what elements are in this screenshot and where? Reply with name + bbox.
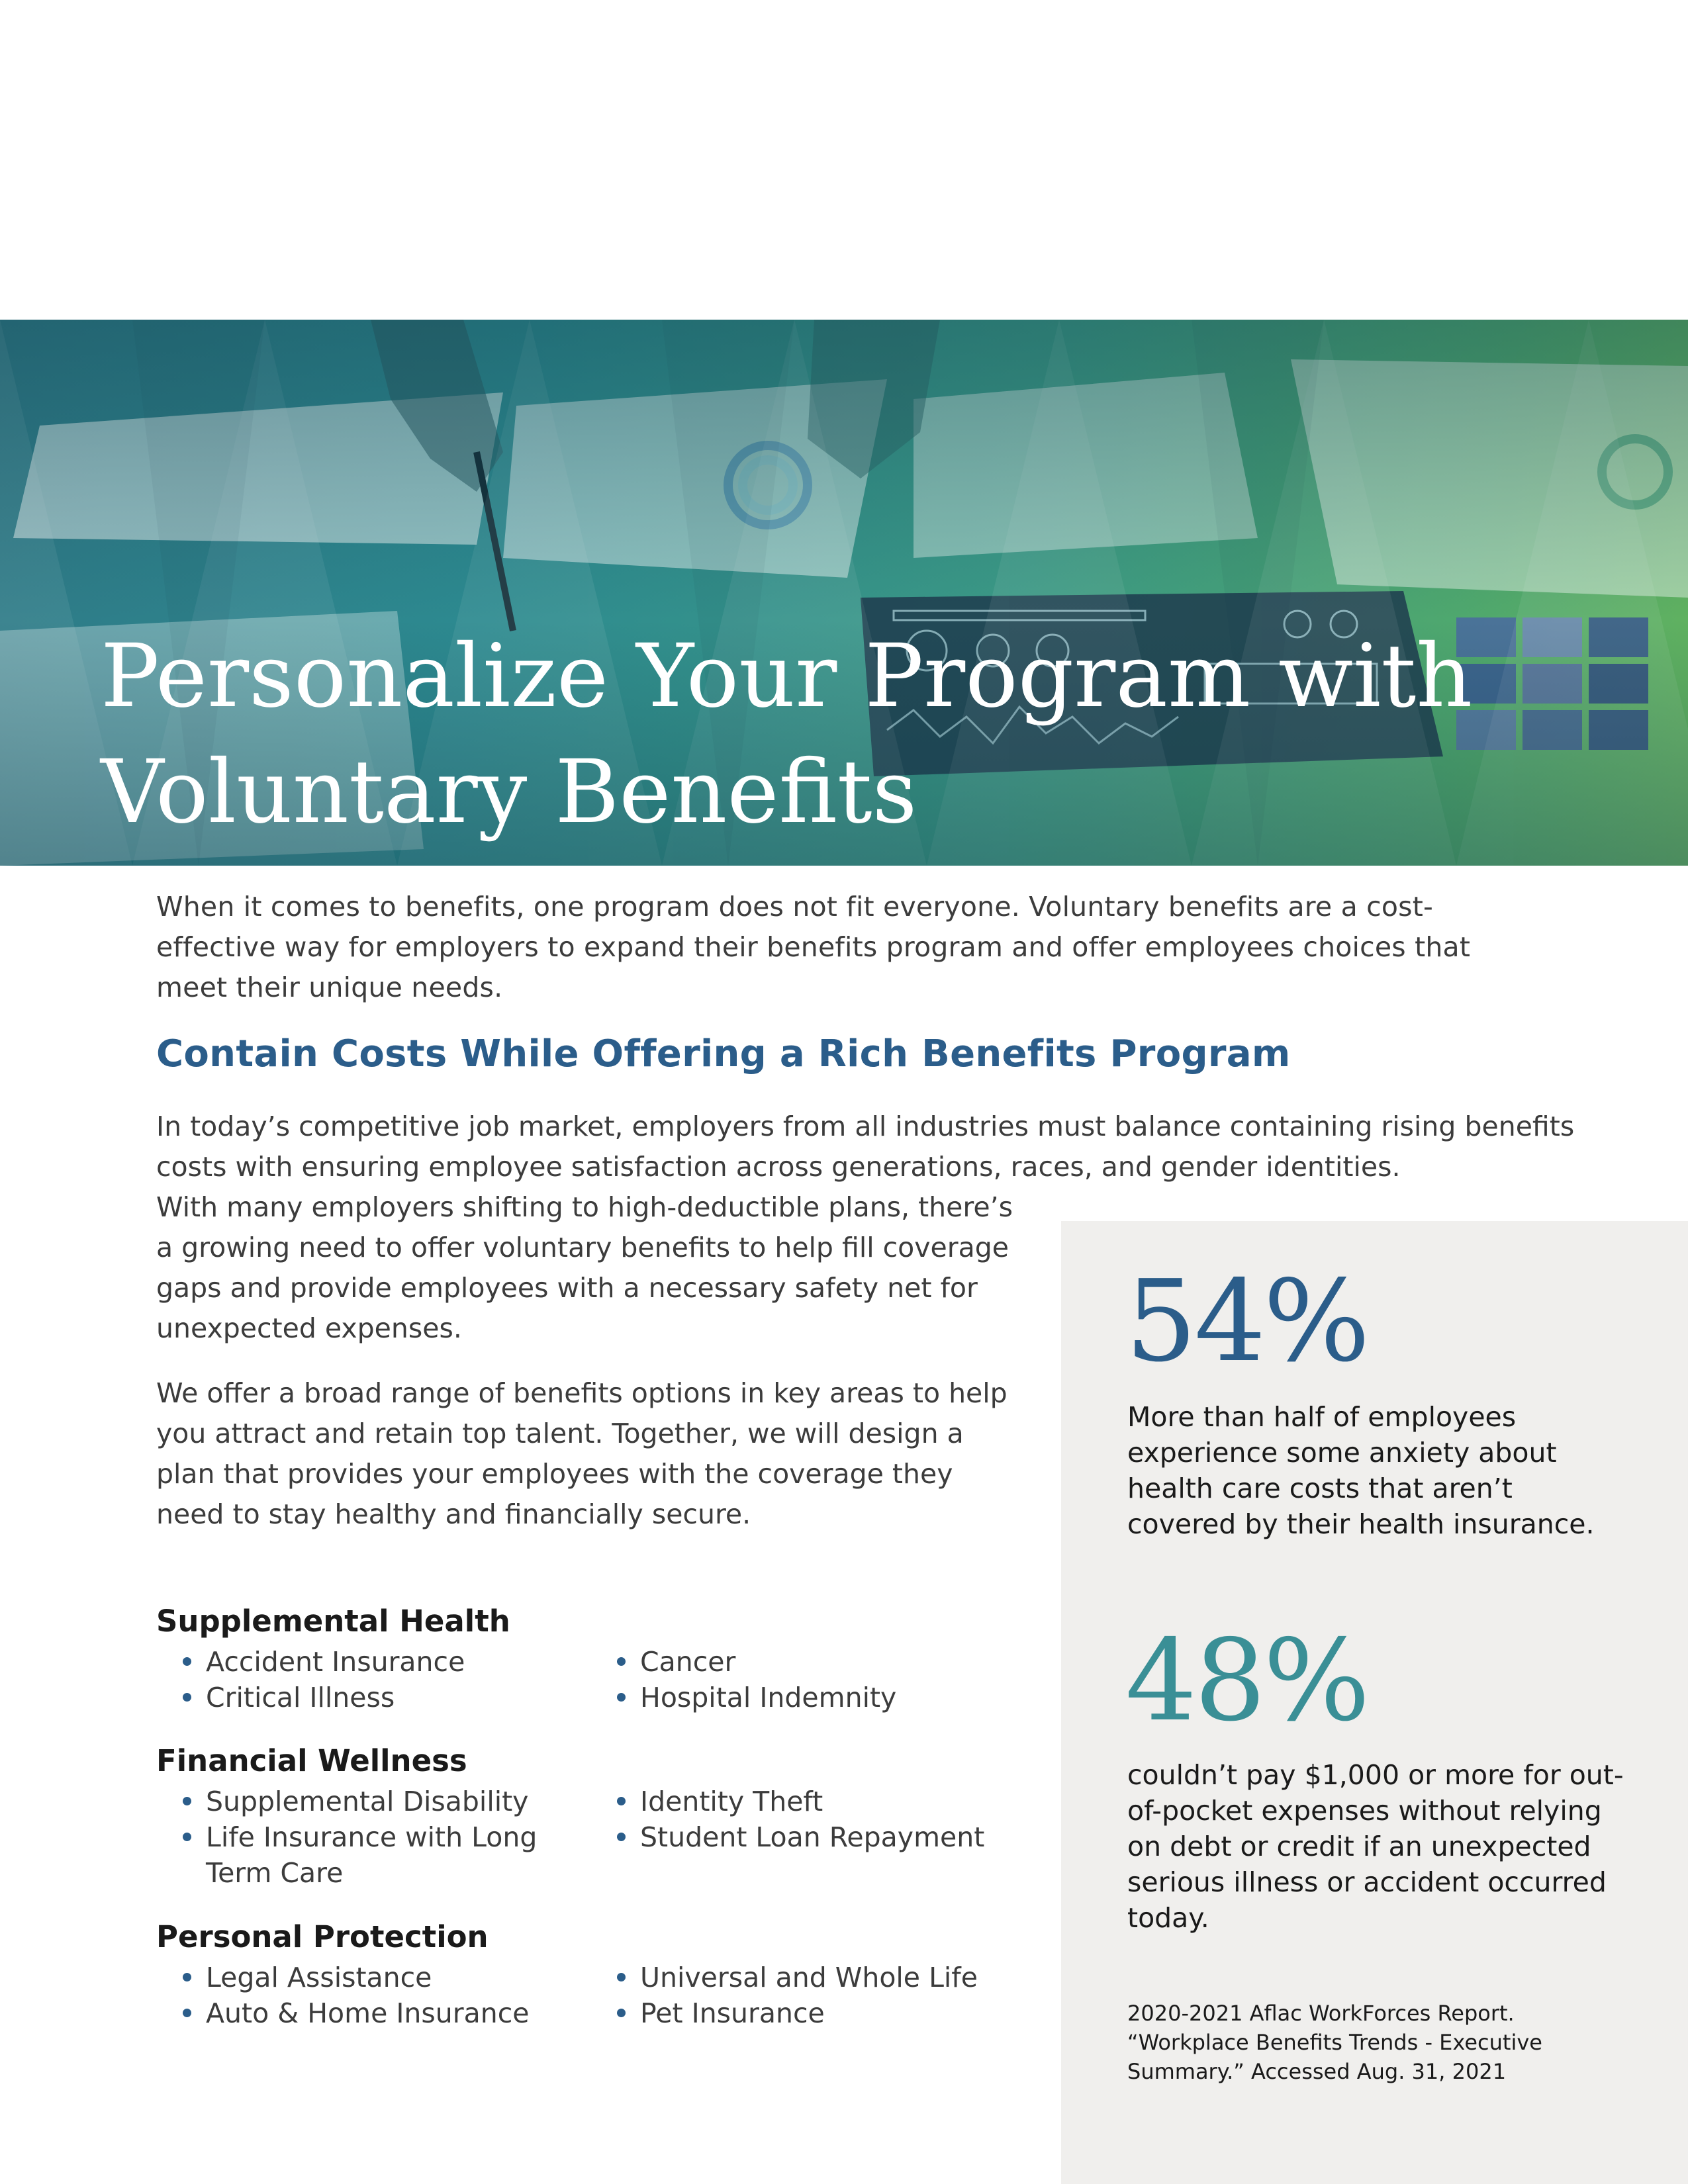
benefit-group-title: Financial Wellness [156,1743,467,1778]
bullet-icon [617,2009,626,2017]
benefit-group-personal-protection [156,1919,1017,2029]
list-item: Universal and Whole Life [617,1960,1027,1995]
bullet-icon [617,1973,626,1981]
list-item: Life Insurance with Long Term Care [183,1819,580,1891]
benefit-list-right [617,1644,1027,1715]
bullet-icon [183,1973,191,1981]
bullet-icon [617,1693,626,1702]
body-paragraph-1-rest: With many employers shifting to high-deductible plans, there’s a growing need to offer voluntary benefits to help fill coverage gaps and provide employees with a necessary safety net for unexpected expenses. [156,1191,1013,1344]
stat-54-percent: 54% [1125,1256,1368,1387]
benefit-list-left [183,1644,580,1715]
benefit-list-left [183,1960,580,2031]
section-heading: Contain Costs While Offering a Rich Benefits Program [156,1032,1291,1075]
bullet-icon [617,1657,626,1666]
source-citation: 2020-2021 Aflac WorkForces Report. “Workplace Benefits Trends - Executive Summary.” Accessed Aug. 31, 2021 [1127,2001,1542,2084]
benefit-list-right [617,1784,1027,1855]
benefit-group-title: Supplemental Health [156,1604,510,1639]
bullet-icon [183,1693,191,1702]
bullet-icon [183,1657,191,1666]
benefit-group-title: Personal Protection [156,1919,489,1954]
stat-2-description: couldn’t pay $1,000 or more for out-of-pocket expenses without relying on debt or credit if an unexpected serious illness or accident occurred today. [1127,1759,1624,1934]
list-item: Hospital Indemnity [617,1680,1027,1715]
list-item: Auto & Home Insurance [183,1995,580,2031]
stat-48-percent: 48% [1125,1615,1368,1747]
page-title [101,619,1491,850]
body-paragraph-1-lead: In today’s competitive job market, employers from all industries must balance containing rising benefits costs with ensuring employee satisfaction across generations, races, and gender identities. [156,1111,1575,1183]
bullet-icon [617,1797,626,1805]
benefit-group-financial-wellness [156,1743,1017,1889]
bullet-icon [183,1797,191,1805]
list-item: Critical Illness [183,1680,580,1715]
list-item: Student Loan Repayment [617,1819,1027,1855]
benefit-list-left [183,1784,580,1891]
list-item: Legal Assistance [183,1960,580,1995]
bullet-icon [183,2009,191,2017]
benefit-list-right [617,1960,1027,2031]
list-item: Supplemental Disability [183,1784,580,1819]
list-item: Cancer [617,1644,1027,1680]
bullet-icon [183,1833,191,1841]
page-title-line-1: Personalize Your Program with [101,625,1473,727]
page-title-line-2: Voluntary Benefits [101,741,917,843]
benefit-group-supplemental-health [156,1603,1017,1713]
bullet-icon [617,1833,626,1841]
list-item: Pet Insurance [617,1995,1027,2031]
intro-paragraph: When it comes to benefits, one program does not fit everyone. Voluntary benefits are a cost-effective way for employers to expand their benefits program and offer employees choices that meet their unique needs. [156,891,1471,1003]
stat-1-description: More than half of employees experience some anxiety about health care costs that aren’t covered by their health insurance. [1127,1401,1595,1540]
list-item: Identity Theft [617,1784,1027,1819]
list-item: Accident Insurance [183,1644,580,1680]
body-paragraph-2: We offer a broad range of benefits options in key areas to help you attract and retain top talent. Together, we will design a plan that provides your employees with the coverage they need to stay healthy and financially secure. [156,1377,1008,1530]
